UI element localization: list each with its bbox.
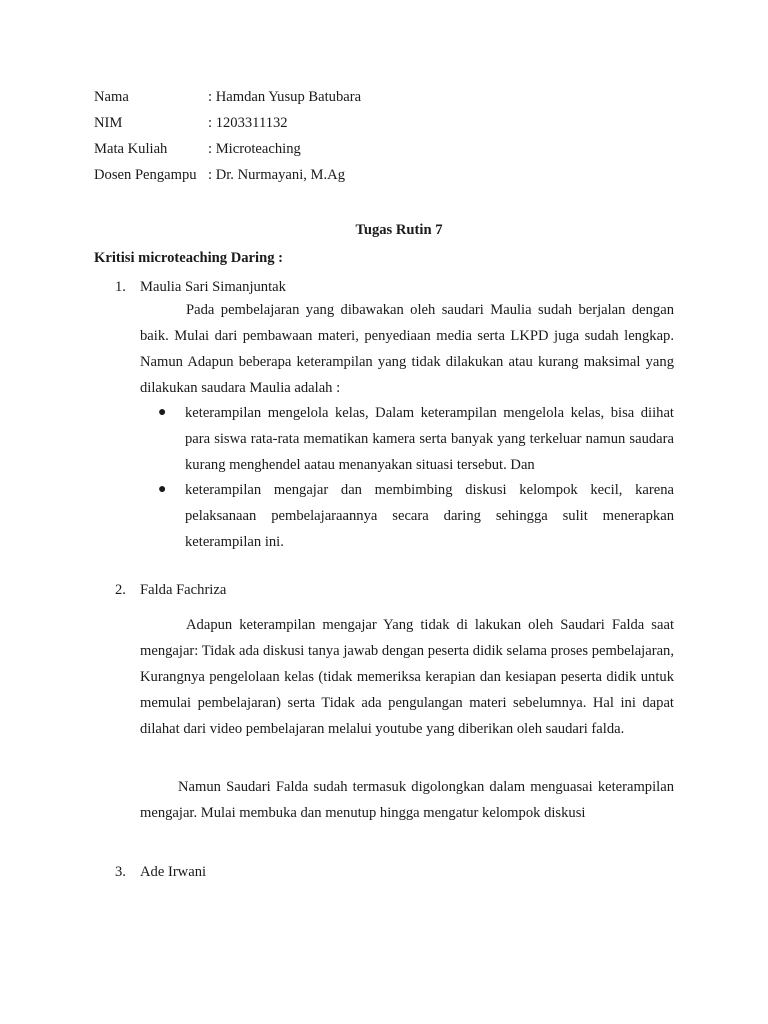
bullet-text: keterampilan mengelola kelas, Dalam keterampilan mengelola kelas, bisa diihat para siswa rata-rata mematikan kamera serta banyak yang terkeluar namun saudara kurang menghendel aatau menanyakan situasi tersebut. Dan: [185, 405, 674, 473]
info-label: Nama: [94, 89, 129, 105]
info-label: Mata Kuliah: [94, 141, 168, 157]
document-title: [0, 220, 768, 240]
list-item-name: Ade Irwani: [140, 864, 207, 880]
info-row-nama: [94, 87, 361, 107]
list-number: 1.: [115, 279, 126, 295]
list-item-1-paragraph: [140, 297, 674, 401]
info-value: : Hamdan Yusup Batubara: [208, 89, 362, 105]
bullet-icon: ●: [158, 482, 167, 497]
bullet-text: keterampilan mengajar dan membimbing diskusi kelompok kecil, karena pelaksanaan pembelajaraannya secara daring sehingga sulit menerapkan keterampilan ini.: [185, 482, 674, 550]
title-text: Tugas Rutin 7: [355, 222, 443, 238]
list-number: 3.: [115, 864, 126, 880]
bullet-item-2: [158, 477, 674, 555]
info-label: NIM: [94, 115, 123, 131]
info-label: Dosen Pengampu: [94, 167, 197, 183]
bullet-icon: ●: [158, 405, 167, 420]
list-item-name: Maulia Sari Simanjuntak: [140, 279, 286, 295]
list-item-1-heading: [115, 277, 286, 297]
info-value: : 1203311132: [208, 115, 288, 131]
info-value: : Microteaching: [208, 141, 301, 157]
list-number: 2.: [115, 582, 126, 598]
info-value: : Dr. Nurmayani, M.Ag: [208, 167, 346, 183]
document-subtitle: Kritisi microteaching Daring :: [94, 250, 284, 266]
list-item-2-paragraph: [140, 612, 674, 742]
paragraph-text: Adapun keterampilan mengajar Yang tidak di lakukan oleh Saudari Falda saat mengajar: Tidak ada diskusi tanya jawab dengan peserta didik selama proses pembelajaran, Kurangnya pengelolaan kelas (tidak memeriksa kerapian dan kesiapan peserta didik untuk memulai pembelajaran) serta Tidak ada pengulangan materi sebelumnya. Hal ini dapat dilahat dari video pembelajaran melalui youtube yang diberikan oleh saudari falda.: [140, 617, 674, 737]
bullet-item-1: [158, 400, 674, 478]
info-row-dosen: [94, 165, 345, 185]
list-item-name: Falda Fachriza: [140, 582, 227, 598]
info-row-mata-kuliah: [94, 139, 301, 159]
list-item-2-paragraph-2: [140, 774, 674, 826]
paragraph-text: Pada pembelajaran yang dibawakan oleh saudari Maulia sudah berjalan dengan baik. Mulai dari pembawaan materi, penyediaan media serta LKPD juga sudah lengkap. Namun Adapun beberapa keterampilan yang tidak dilakukan atau kurang maksimal yang dilakukan saudara Maulia adalah :: [140, 302, 674, 396]
list-item-2-heading: [115, 580, 226, 600]
paragraph-text: Namun Saudari Falda sudah termasuk digolongkan dalam menguasai keterampilan mengajar. Mulai membuka dan menutup hingga mengatur kelompok diskusi: [140, 779, 674, 821]
list-item-3-heading: [115, 862, 206, 882]
info-row-nim: [94, 113, 288, 133]
